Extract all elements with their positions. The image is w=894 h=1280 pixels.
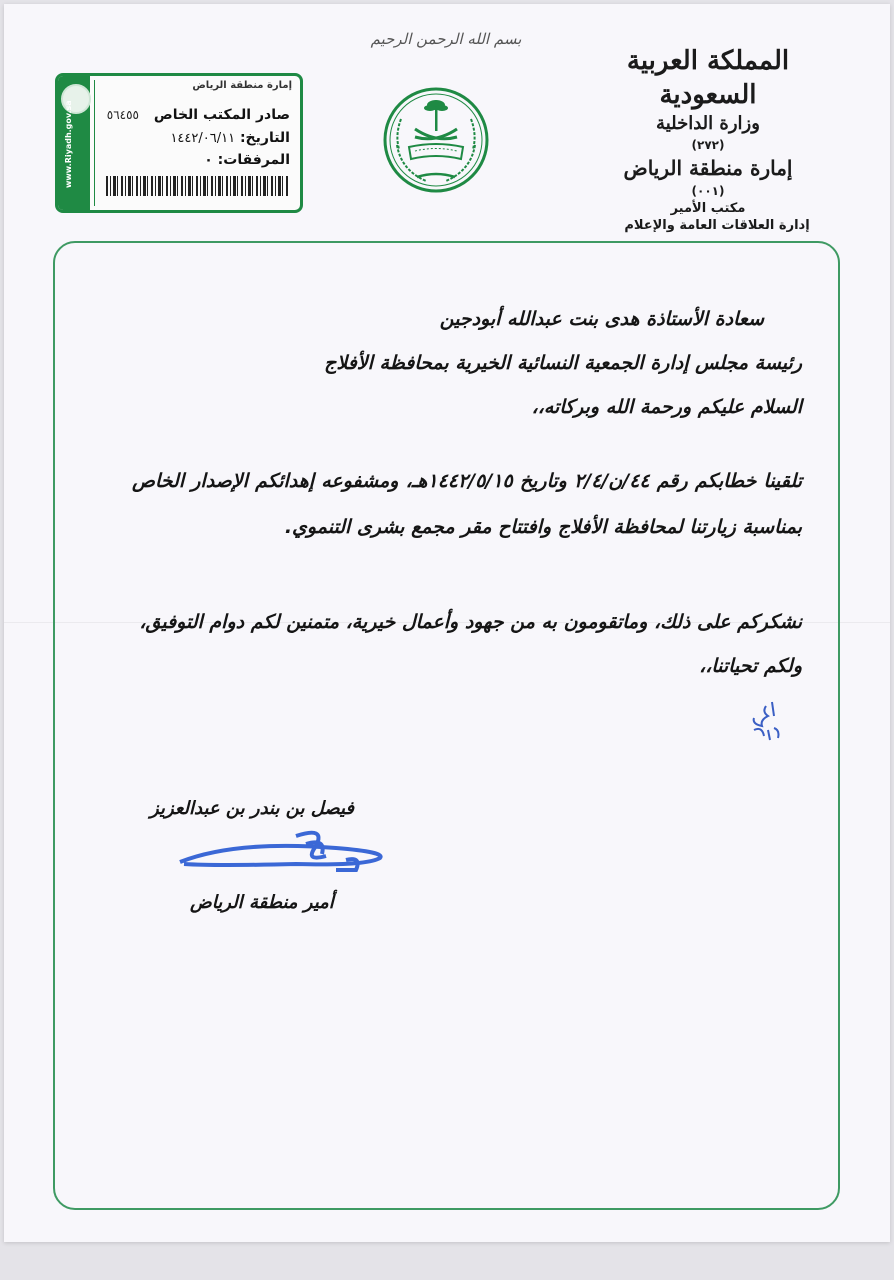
greeting: السلام عليكم ورحمة الله وبركاته،، — [531, 396, 802, 418]
stamp-attachments-label: المرفقات: — [217, 152, 290, 168]
letter-paragraph-2: نشكركم على ذلك، وماتقومون به من جهود وأعمال خيرية، متمنين لكم دوام التوفيق، ولكم تحياتنا،، — [139, 611, 802, 677]
stamp-website: www.Riyadh.gov.sa — [64, 100, 73, 188]
stamp-number: ٥٦٤٥٥ — [106, 108, 139, 122]
signature — [176, 826, 388, 876]
department-name: إدارة العلاقات العامة والإعلام — [624, 218, 810, 233]
recipient-title: رئيسة مجلس إدارة الجمعية النسائية الخيرية بمحافظة الأفلاج — [324, 352, 802, 374]
stamp-date-value: ١٤٤٢/٠٦/١١ — [170, 131, 236, 146]
stamp-date-label: التاريخ: — [239, 130, 290, 146]
ministry-code: (٢٧٢) — [691, 138, 725, 152]
handwritten-annotation — [732, 696, 792, 746]
salutation: سعادة الأستاذة هدى بنت عبدالله أبودجين — [439, 308, 764, 330]
signer-name: فيصل بن بندر بن عبدالعزيز — [150, 798, 355, 819]
signer-title: أمير منطقة الرياض — [190, 892, 334, 913]
stamp-divider — [94, 80, 95, 206]
stamp-header: إمارة منطقة الرياض — [192, 80, 292, 91]
office-name: مكتب الأمير — [670, 201, 746, 216]
stamp-side-bar — [58, 76, 90, 210]
barcode — [106, 176, 290, 196]
stamp-date-row — [170, 130, 290, 146]
ministry-name: وزارة الداخلية — [656, 113, 760, 134]
basmala: بسم الله الرحمن الرحيم — [370, 30, 522, 48]
emirate-code: (٠٠١) — [691, 184, 725, 198]
letter-frame — [53, 241, 840, 1210]
stamp-attachments-row — [204, 152, 290, 168]
outgoing-stamp — [55, 73, 303, 213]
stamp-attachments-value: ٠ — [204, 152, 213, 168]
stamp-issued-row — [107, 107, 290, 123]
emirate-name: إمارة منطقة الرياض — [623, 156, 793, 180]
kingdom-title: المملكة العربية السعودية — [626, 46, 790, 110]
stamp-issued-label: صادر المكتب الخاص — [153, 107, 290, 123]
letterhead — [588, 44, 828, 235]
letter-paragraph-1: تلقينا خطابكم رقم ٤٤/ن/٢/٤ وتاريخ ١٤٤٢/٥/١٥هـ، ومشفوعه إهدائكم الإصدار الخاص بمناسبة زيارتنا لمحافظة الأفلاج وافتتاح مقر مجمع بشرى التنموي. — [132, 470, 802, 538]
saudi-emblem-icon — [381, 85, 491, 195]
